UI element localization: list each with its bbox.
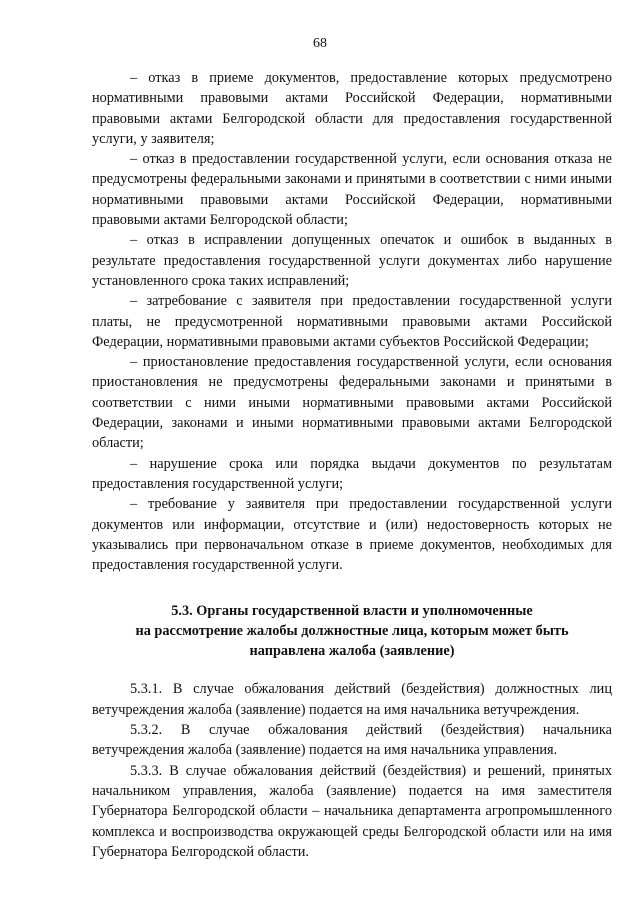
list-item: – отказ в предоставлении государственной услуги, если основания отказа не предусмотрены федеральными законами и принятыми в соответствии с ними иными нормативными правовыми актами Российской Федерации, нормативными правовыми актами Белгородской области;	[92, 151, 612, 229]
document-body	[92, 68, 612, 862]
list-item: – приостановление предоставления государственной услуги, если основания приостановления не предусмотрены федеральными законами и принятыми в соответствии с ними иными нормативными правовыми актами Российской Федерации, законами и иными нормативными правовыми актами Белгородской области;	[92, 354, 612, 452]
page-number: 68	[313, 36, 327, 51]
list-item: – требование у заявителя при предоставлении государственной услуги документов или информации, отсутствие и (или) недостоверность которых не указывались при первоначальном отказе в приеме документов, необходимых для предоставления государственной услуги.	[92, 496, 612, 574]
list-item: – отказ в исправлении допущенных опечаток и ошибок в выданных в результате предоставления государственной услуги документах либо нарушение установленного срока таких исправлений;	[92, 232, 612, 289]
subsection-paragraph: 5.3.3. В случае обжалования действий (бездействия) и решений, принятых начальником управления, жалоба (заявление) подается на имя заместителя Губернатора Белгородской области – начальника департамента агропромышленного комплекса и воспроизводства окружающей среды Белгородской области или на имя Губернатора Белгородской области.	[92, 762, 612, 860]
list-item: – отказ в приеме документов, предоставление которых предусмотрено нормативными правовыми актами Российской Федерации, нормативными правовыми актами Белгородской области для предоставления государственной услуги, у заявителя;	[92, 70, 612, 147]
subsection-paragraph: 5.3.2. В случае обжалования действий (бездействия) начальника ветучреждения жалоба (заявление) подается на имя начальника управления.	[92, 722, 612, 759]
subsection-paragraph: 5.3.1. В случае обжалования действий (бездействия) должностных лиц ветучреждения жалоба (заявление) подается на имя начальника ветучреждения.	[92, 681, 612, 718]
section-heading-line: направлена жалоба (заявление)	[249, 643, 455, 660]
section-heading-line: на рассмотрение жалобы должностные лица, которым может быть	[135, 623, 569, 640]
section-heading-line: 5.3. Органы государственной власти и уполномоченные	[171, 603, 533, 620]
list-item: – затребование с заявителя при предоставлении государственной услуги платы, не предусмотренной нормативными правовыми актами Российской Федерации, нормативными правовыми актами субъектов Российской Федерации;	[92, 293, 612, 350]
section-heading	[92, 601, 612, 661]
list-item: – нарушение срока или порядка выдачи документов по результатам предоставления государственной услуги;	[92, 455, 612, 492]
